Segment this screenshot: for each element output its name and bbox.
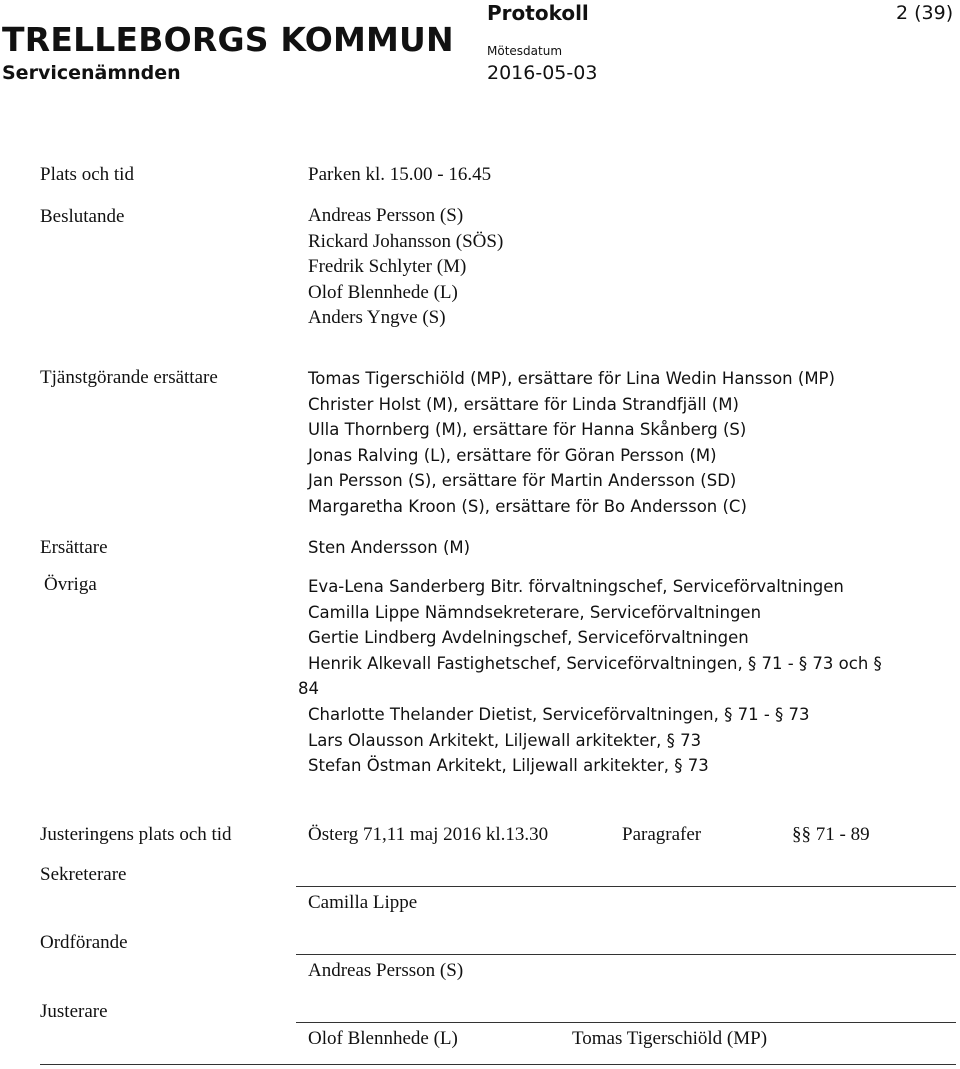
chair-label: Ordförande	[40, 932, 128, 953]
meeting-date-label: Mötesdatum	[487, 44, 563, 58]
secretary-signature-line	[296, 886, 956, 887]
decision-maker: Olof Blennhede (L)	[308, 281, 458, 303]
chair-name: Andreas Persson (S)	[308, 960, 464, 981]
decision-maker: Rickard Johansson (SÖS)	[308, 230, 504, 252]
other-attendee-continuation: 84	[298, 679, 319, 699]
serving-substitute: Margaretha Kroon (S), ersättare för Bo Andersson (C)	[308, 496, 747, 516]
paragraphs-value: §§ 71 - 89	[792, 824, 870, 845]
paragraphs-label: Paragrafer	[622, 824, 702, 845]
adjuster-name: Tomas Tigerschiöld (MP)	[572, 1028, 768, 1049]
other-attendee: Gertie Lindberg Avdelningschef, Serviceförvaltningen	[308, 628, 749, 648]
chair-signature-line	[296, 954, 956, 955]
substitutes-label: Ersättare	[40, 537, 108, 558]
decision-makers-label: Beslutande	[40, 206, 125, 227]
other-attendee: Stefan Östman Arkitekt, Liljewall arkitekter, § 73	[308, 756, 709, 776]
substitute: Sten Andersson (M)	[308, 538, 471, 557]
others-list	[298, 574, 882, 779]
serving-substitutes-list	[308, 366, 835, 520]
other-attendee: Charlotte Thelander Dietist, Serviceförvaltningen, § 71 - § 73	[308, 704, 810, 724]
serving-substitute: Jonas Ralving (L), ersättare för Göran Persson (M)	[308, 445, 717, 465]
decision-maker: Anders Yngve (S)	[308, 307, 446, 329]
organization-name: TRELLEBORGS KOMMUN	[2, 20, 454, 59]
serving-substitute: Tomas Tigerschiöld (MP), ersättare för Lina Wedin Hansson (MP)	[308, 369, 835, 388]
meeting-date: 2016-05-03	[487, 62, 598, 84]
adjustment-value: Österg 71,11 maj 2016 kl.13.30	[308, 824, 549, 845]
page-number: 2 (39)	[896, 2, 954, 24]
other-attendee: Henrik Alkevall Fastighetschef, Serviceförvaltningen, § 71 - § 73 och §	[308, 653, 882, 673]
document-type: Protokoll	[487, 1, 589, 25]
others-label: Övriga	[44, 574, 97, 595]
footer-divider	[40, 1064, 956, 1065]
adjustment-label: Justeringens plats och tid	[40, 824, 232, 845]
serving-substitute: Jan Persson (S), ersättare för Martin Andersson (SD)	[308, 471, 737, 491]
adjuster-name: Olof Blennhede (L)	[308, 1028, 458, 1049]
board-name: Servicenämnden	[2, 62, 181, 84]
secretary-label: Sekreterare	[40, 864, 127, 885]
other-attendee: Eva-Lena Sanderberg Bitr. förvaltningschef, Serviceförvaltningen	[308, 577, 844, 596]
decision-maker: Andreas Persson (S)	[308, 205, 464, 226]
other-attendee: Lars Olausson Arkitekt, Liljewall arkitekter, § 73	[308, 730, 702, 750]
secretary-name: Camilla Lippe	[308, 892, 418, 913]
decision-maker: Fredrik Schlyter (M)	[308, 256, 467, 278]
adjusters-signature-line	[296, 1022, 956, 1023]
adjusters-label: Justerare	[40, 1001, 108, 1022]
serving-substitute: Christer Holst (M), ersättare för Linda Strandfjäll (M)	[308, 394, 739, 414]
serving-substitutes-label: Tjänstgörande ersättare	[40, 367, 218, 388]
place-time-label: Plats och tid	[40, 164, 134, 185]
place-time-value: Parken kl. 15.00 - 16.45	[308, 164, 492, 185]
decision-makers-list	[308, 203, 503, 331]
serving-substitute: Ulla Thornberg (M), ersättare för Hanna Skånberg (S)	[308, 420, 747, 440]
other-attendee: Camilla Lippe Nämndsekreterare, Serviceförvaltningen	[308, 602, 762, 622]
substitutes-list	[308, 535, 470, 561]
